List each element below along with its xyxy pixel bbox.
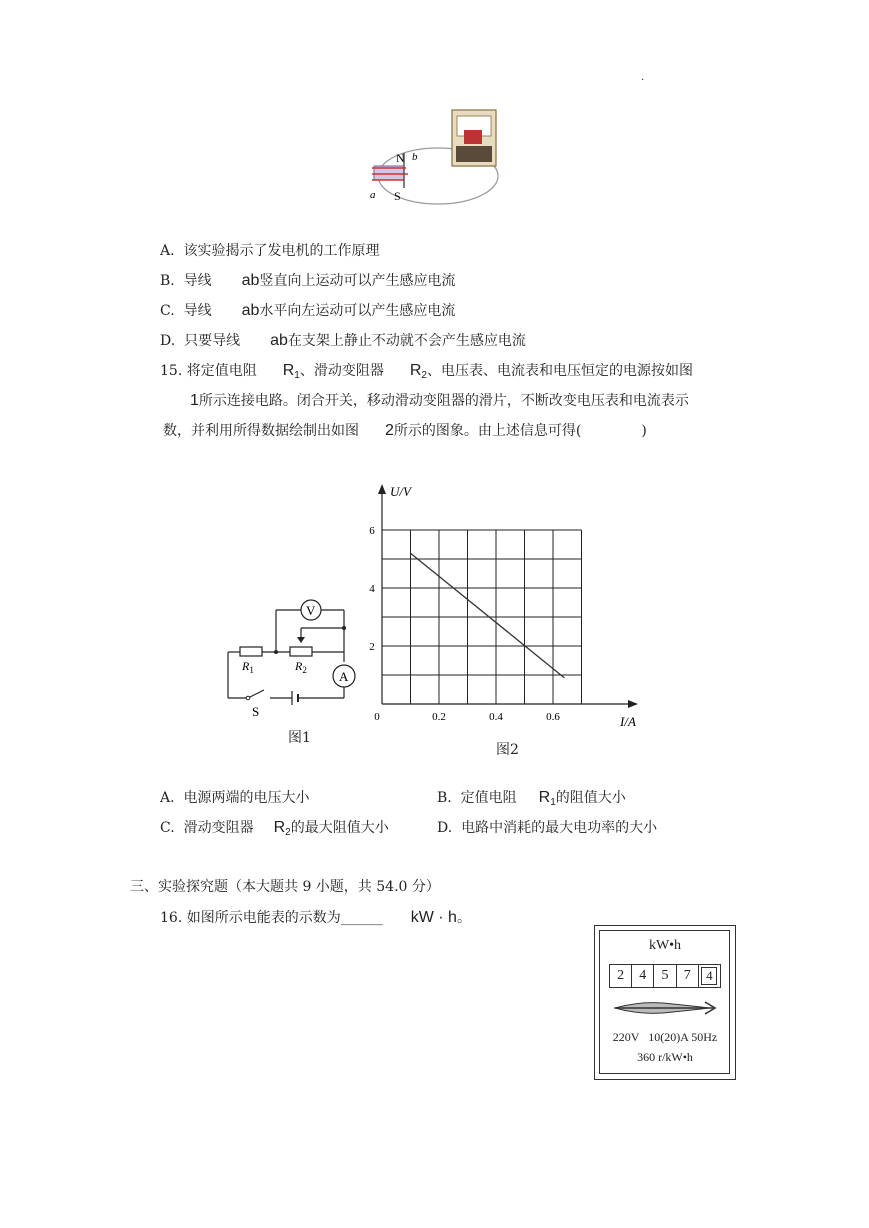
label-n: N	[396, 151, 405, 165]
y-tick-label: 6	[369, 525, 375, 537]
slider-arrow	[297, 637, 305, 643]
q14-option-d: D. 只要导线 ab在支架上静止不动就不会产生感应电流	[160, 332, 526, 349]
fig2-caption: 图2	[496, 742, 519, 758]
galvanometer-needle-base	[464, 130, 482, 144]
meter-unit: kW•h	[648, 938, 682, 953]
circuit-figure	[220, 590, 360, 750]
y-tick-label: 4	[369, 583, 375, 595]
meter-digits	[609, 964, 721, 988]
label-a: a	[370, 189, 376, 201]
chart-ticks	[369, 525, 560, 723]
meter-spec: 220V 10(20)A 50Hz	[612, 1030, 718, 1044]
fig1-caption: 图1	[288, 730, 311, 746]
x-tick-label: 0.4	[489, 711, 503, 723]
label-b: b	[412, 151, 418, 163]
ui-chart	[360, 478, 650, 728]
resistor-r1	[240, 647, 262, 656]
meter-digit-last: 4	[699, 965, 720, 987]
section3-heading: 三、实验探究题（本大题共 9 小题，共 54.0 分）	[130, 879, 440, 895]
r1-label: $R_1$	[242, 659, 254, 675]
x-tick-label: 0.2	[432, 711, 446, 723]
origin-label: 0	[374, 711, 380, 723]
q15-stem-line2: 1所示连接电路。闭合开关，移动滑动变阻器的滑片，不断改变电压表和电流表示	[190, 392, 689, 409]
page-mark: .	[641, 72, 645, 83]
chart-grid	[382, 530, 582, 704]
galvanometer-terminals	[456, 146, 492, 162]
q14-option-a: A. 该实验揭示了发电机的工作原理	[160, 243, 380, 259]
meter-digit: 2	[610, 965, 632, 987]
electric-meter	[594, 925, 736, 1080]
q14-option-b: B. 导线 ab竖直向上运动可以产生感应电流	[160, 272, 456, 289]
q14-figure	[360, 108, 500, 210]
x-tick-label: 0.6	[546, 711, 560, 723]
meter-digit: 4	[632, 965, 654, 987]
ammeter-label: A	[339, 669, 349, 684]
q14-option-c: C. 导线 ab水平向左运动可以产生感应电流	[160, 302, 456, 319]
y-tick-label: 2	[369, 641, 375, 653]
resistor-r2	[290, 647, 312, 656]
q15-stem-line1: 15. 将定值电阻 $R_1$、滑动变阻器 $R_2$、电压表、电流表和电压恒定的电源按如图	[160, 362, 693, 381]
q15-option-c: C. 滑动变阻器 $R_2$的最大阻值大小	[160, 819, 389, 838]
label-s: S	[394, 189, 401, 203]
meter-disk-arrow	[613, 996, 719, 1020]
q15-option-a: A. 电源两端的电压大小	[160, 790, 310, 806]
y-axis-label: U/V	[390, 484, 411, 499]
x-axis-label: I/A	[620, 714, 636, 728]
x-axis-arrow	[628, 700, 638, 708]
q15-stem-line3: 数，并利用所得数据绘制出如图 2所示的图象。由上述信息可得( )	[163, 422, 647, 439]
switch	[248, 690, 264, 698]
r2-label: $R_2$	[295, 659, 307, 675]
q16-stem: 16. 如图所示电能表的示数为______ kW · h。	[160, 909, 471, 926]
voltmeter-label: V	[306, 603, 316, 618]
q15-option-d: D. 电路中消耗的最大电功率的大小	[437, 820, 658, 836]
switch-label: S	[252, 704, 260, 719]
meter-digit: 5	[654, 965, 676, 987]
chart-axes	[378, 484, 638, 728]
y-axis-arrow	[378, 484, 386, 494]
q15-option-b: B. 定值电阻 $R_1$的阻值大小	[437, 789, 626, 808]
meter-digit: 7	[677, 965, 699, 987]
series-line	[411, 553, 565, 678]
chart-series	[411, 553, 565, 678]
meter-rev: 360 r/kW•h	[637, 1050, 693, 1064]
